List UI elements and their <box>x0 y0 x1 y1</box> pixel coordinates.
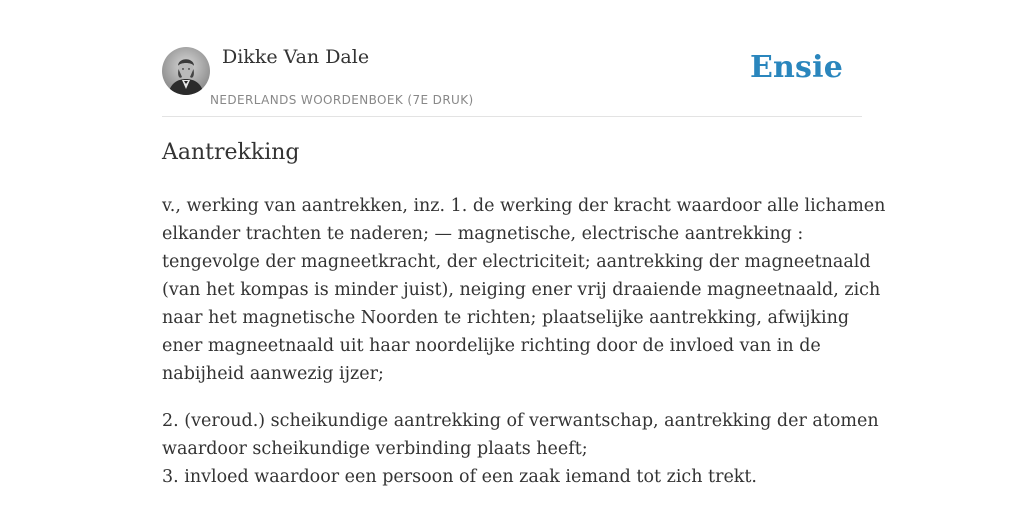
entry-title: Aantrekking <box>162 140 300 165</box>
definition-line: waardoor scheikundige verbinding plaats heeft; <box>162 439 588 459</box>
definition-paragraph <box>162 407 879 491</box>
definition-line: tengevolge der magneetkracht, der electriciteit; aantrekking der magneetnaald <box>162 252 871 272</box>
definition-line: elkander trachten te naderen; — magnetische, electrische aantrekking : <box>162 224 804 244</box>
author-avatar[interactable] <box>162 47 210 95</box>
author-name[interactable]: Dikke Van Dale <box>222 46 370 68</box>
ensie-logo[interactable]: Ensie <box>749 50 843 85</box>
definition-line: naar het magnetische Noorden te richten; plaatselijke aantrekking, afwijking <box>162 308 850 328</box>
dictionary-source: NEDERLANDS WOORDENBOEK (7E DRUK) <box>210 93 474 107</box>
definition-line: nabijheid aanwezig ijzer; <box>162 364 384 384</box>
portrait-icon <box>162 47 210 95</box>
definition-line: 3. invloed waardoor een persoon of een zaak iemand tot zich trekt. <box>162 467 757 487</box>
definition-line: 2. (veroud.) scheikundige aantrekking of verwantschap, aantrekking der atomen <box>162 411 879 431</box>
definition-line: ener magneetnaald uit haar noordelijke richting door de invloed van in de <box>162 336 821 356</box>
entry-definition <box>162 192 886 491</box>
definition-paragraph <box>162 192 886 388</box>
definition-line: (van het kompas is minder juist), neiging ener vrij draaiende magneetnaald, zich <box>162 280 881 300</box>
entry-header <box>162 44 862 117</box>
definition-line: v., werking van aantrekken, inz. 1. de werking der kracht waardoor alle lichamen <box>162 196 886 216</box>
